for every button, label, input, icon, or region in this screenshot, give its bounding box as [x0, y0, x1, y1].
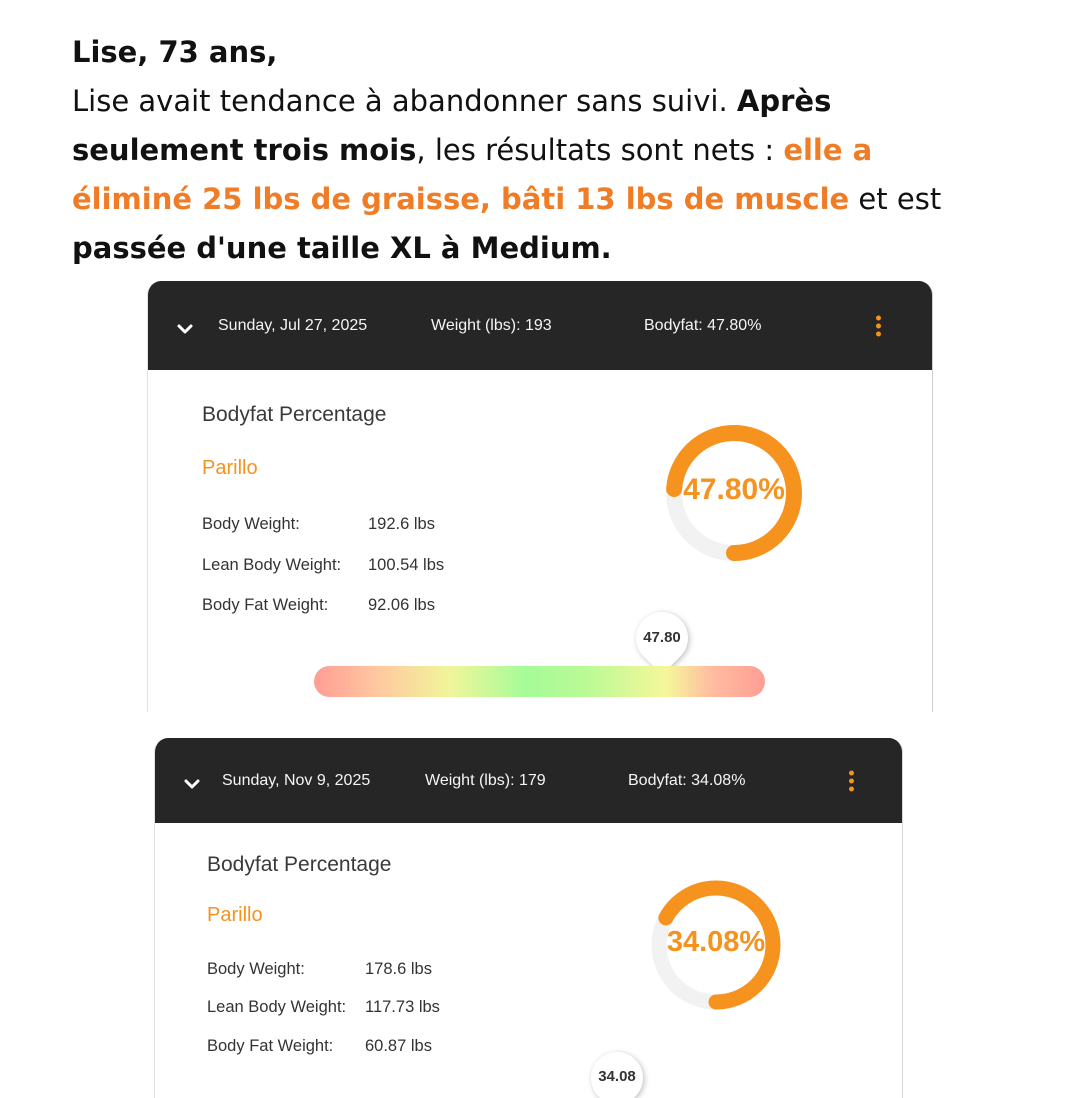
method-name: Parillo — [207, 904, 263, 926]
body-fat-weight-value: 92.06 lbs — [368, 596, 435, 614]
entry-bodyfat: Bodyfat: 34.08% — [628, 771, 746, 789]
more-vertical-icon[interactable] — [849, 767, 855, 794]
lean-body-weight-label: Lean Body Weight: — [202, 556, 342, 574]
testimonial-highlight: elle a éliminé 25 lbs de graisse, bâti 13 lbs de muscle — [72, 133, 873, 216]
bodyfat-entry-card — [154, 738, 903, 1098]
body-weight-value: 178.6 lbs — [365, 960, 432, 978]
entry-header-bar[interactable] — [148, 281, 932, 370]
testimonial-bold-1: Après seulement trois mois — [72, 84, 832, 167]
body-fat-weight-label: Body Fat Weight: — [207, 1037, 334, 1055]
chevron-down-icon[interactable] — [183, 778, 196, 791]
section-title: Bodyfat Percentage — [207, 853, 392, 876]
entry-header-bar[interactable] — [155, 738, 902, 823]
entry-weight: Weight (lbs): 193 — [431, 316, 552, 334]
lean-body-weight-value: 117.73 lbs — [365, 998, 440, 1016]
method-name: Parillo — [202, 457, 258, 479]
bodyfat-gauge — [664, 423, 804, 563]
bodyfat-entry-card — [147, 281, 933, 712]
lean-body-weight-label: Lean Body Weight: — [207, 998, 347, 1016]
entry-weight: Weight (lbs): 179 — [425, 771, 546, 789]
lean-body-weight-value: 100.54 lbs — [368, 556, 445, 574]
testimonial-part-1: Lise avait tendance à abandonner sans suivi. — [72, 84, 737, 118]
entry-date: Sunday, Jul 27, 2025 — [218, 316, 368, 334]
body-fat-weight-label: Body Fat Weight: — [202, 596, 329, 614]
section-title: Bodyfat Percentage — [202, 403, 387, 426]
chevron-down-icon[interactable] — [176, 323, 189, 336]
testimonial-text — [72, 28, 952, 273]
body-weight-value: 192.6 lbs — [368, 515, 435, 533]
testimonial-part-3: et est — [849, 182, 942, 216]
body-fat-weight-value: 60.87 lbs — [365, 1037, 432, 1055]
marker-label: 34.08 — [598, 1068, 636, 1085]
more-vertical-icon[interactable] — [876, 312, 882, 339]
bodyfat-scale-bar — [314, 666, 765, 697]
testimonial-bold-2: passée d'une taille XL à Medium. — [72, 231, 612, 265]
body-weight-label: Body Weight: — [202, 515, 300, 533]
gauge-value: 34.08% — [666, 926, 766, 958]
entry-bodyfat: Bodyfat: 47.80% — [644, 316, 762, 334]
gauge-value: 47.80% — [683, 473, 785, 506]
marker-label: 47.80 — [643, 629, 681, 646]
testimonial-part-2: , les résultats sont nets : — [416, 133, 784, 167]
testimonial-body — [72, 77, 952, 273]
bodyfat-gauge — [649, 878, 783, 1012]
entry-date: Sunday, Nov 9, 2025 — [222, 771, 371, 789]
testimonial-heading: Lise, 73 ans, — [72, 35, 278, 69]
body-weight-label: Body Weight: — [207, 960, 305, 978]
